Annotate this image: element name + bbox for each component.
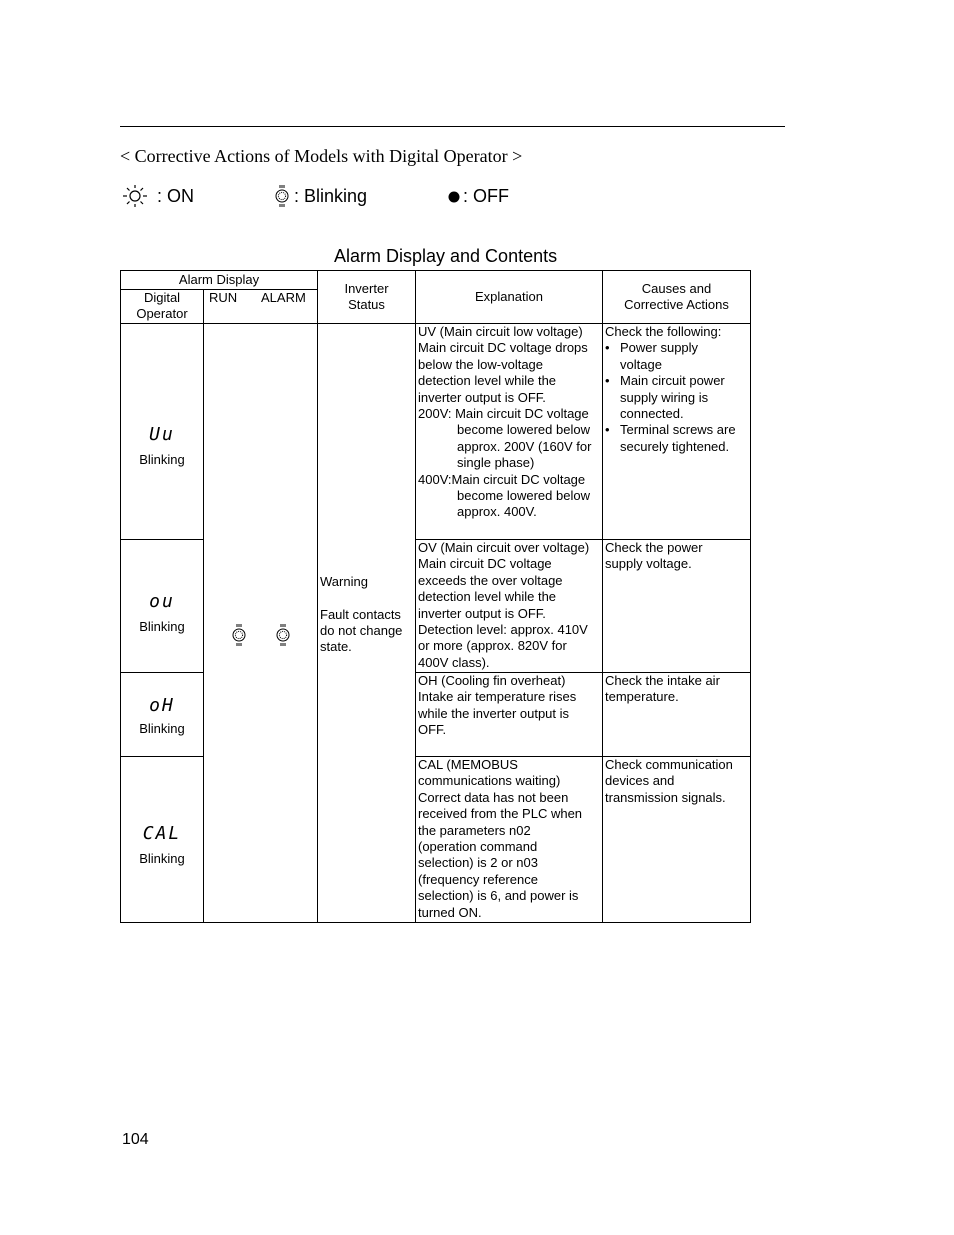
causes-bullet xyxy=(605,373,748,389)
causes-cell xyxy=(603,757,751,923)
causes-cell xyxy=(603,673,751,757)
alarm-header: ALARM xyxy=(261,290,306,305)
explanation-line: CAL (MEMOBUS xyxy=(418,757,518,772)
explanation-line: Intake air temperature rises xyxy=(418,689,577,705)
legend-blinking-label: : Blinking xyxy=(294,185,368,206)
explanation-line: Main circuit DC voltage xyxy=(418,556,552,572)
explanation-line: approx. 200V (160V for xyxy=(457,438,592,454)
explanation-line: detection level while the xyxy=(418,373,557,389)
operator-cell xyxy=(121,673,204,757)
causes-line: Power supply xyxy=(620,340,699,356)
explanation-cell xyxy=(416,673,603,757)
explanation-cell xyxy=(416,540,603,673)
causes-line: connected. xyxy=(620,406,684,422)
causes-bullet xyxy=(605,422,748,438)
explanation-line: 400V:Main circuit DC voltage xyxy=(418,471,586,487)
off-dot-icon xyxy=(447,184,461,208)
explanation-cell xyxy=(416,324,603,540)
explanation-line: inverter output is OFF. xyxy=(418,605,546,621)
display-code: Uu xyxy=(149,424,175,446)
page-number: 104 xyxy=(122,1131,149,1148)
run-blinking-icon xyxy=(231,623,247,647)
causes-line: Check the intake air xyxy=(605,673,720,688)
causes-line: securely tightened. xyxy=(620,438,730,454)
section-heading: < Corrective Actions of Models with Digital Operator > xyxy=(120,146,523,166)
explanation-line: Main circuit DC voltage drops xyxy=(418,340,588,356)
causes-line: supply voltage. xyxy=(605,556,692,572)
status-fault-contacts xyxy=(320,607,413,656)
causes-line: voltage xyxy=(620,356,662,372)
explanation-line: the parameters n02 xyxy=(418,822,531,838)
digital-operator-header xyxy=(121,290,204,324)
display-state: Blinking xyxy=(139,452,185,468)
causes-cell xyxy=(603,540,751,673)
status-line: Fault contacts xyxy=(320,606,401,622)
explanation-line: OV (Main circuit over voltage) xyxy=(418,540,590,555)
causes-header-line: Causes and xyxy=(641,280,712,296)
explanation-header: Explanation xyxy=(416,271,603,324)
explanation-line: selection) is 6, and power is xyxy=(418,888,579,904)
causes-line: Check communication xyxy=(605,757,733,772)
explanation-line: become lowered below xyxy=(457,422,590,438)
status-line: state. xyxy=(320,639,352,655)
causes-line: Main circuit power xyxy=(620,373,725,389)
explanation-line: become lowered below xyxy=(457,488,590,504)
explanation-line: turned ON. xyxy=(418,904,482,920)
causes-line: supply wiring is xyxy=(620,389,709,405)
run-alarm-header xyxy=(204,290,318,324)
explanation-line: 400V class). xyxy=(418,654,490,670)
explanation-line: communications waiting) xyxy=(418,773,561,789)
operator-cell xyxy=(121,324,204,540)
explanation-line: or more (approx. 820V for xyxy=(418,638,567,654)
explanation-line: UV (Main circuit low voltage) xyxy=(418,324,583,339)
display-code: CAL xyxy=(142,823,182,845)
causes-line: devices and xyxy=(605,773,675,789)
bullet-mark: • xyxy=(605,422,610,438)
explanation-cell xyxy=(416,757,603,923)
operator-cell xyxy=(121,757,204,923)
explanation-line: Correct data has not been xyxy=(418,789,569,805)
blinking-led-icon xyxy=(274,184,290,208)
explanation-line: received from the PLC when xyxy=(418,806,583,822)
causes-line: temperature. xyxy=(605,689,679,705)
status-warning: Warning xyxy=(320,574,368,590)
operator-cell xyxy=(121,540,204,673)
sun-on-icon xyxy=(122,184,148,208)
run-header: RUN xyxy=(209,290,238,305)
explanation-line: approx. 400V. xyxy=(457,504,537,520)
legend-off-label: : OFF xyxy=(463,185,509,206)
causes-line: Terminal screws are xyxy=(620,422,736,438)
explanation-line: (operation command xyxy=(418,839,538,855)
legend-on-label: : ON xyxy=(157,185,195,206)
explanation-line: while the inverter output is xyxy=(418,705,570,721)
explanation-line: OH (Cooling fin overheat) xyxy=(418,673,566,688)
bullet-mark: • xyxy=(605,373,610,389)
explanation-line: Detection level: approx. 410V xyxy=(418,622,588,638)
causes-header xyxy=(603,271,751,324)
digital-operator-header-line: Operator xyxy=(136,306,188,322)
explanation-line: 200V: Main circuit DC voltage xyxy=(418,406,589,422)
causes-line: Check the following: xyxy=(605,324,722,339)
causes-header-line: Corrective Actions xyxy=(624,297,729,312)
display-code: oH xyxy=(149,695,175,717)
inverter-status-header-line: Status xyxy=(348,297,385,312)
display-state: Blinking xyxy=(139,851,185,867)
status-line: do not change xyxy=(320,623,403,638)
digital-operator-header-line: Digital xyxy=(143,290,181,305)
explanation-line: single phase) xyxy=(457,455,535,471)
explanation-line: (frequency reference xyxy=(418,871,538,887)
bullet-mark: • xyxy=(605,340,610,356)
causes-bullet xyxy=(605,340,748,356)
explanation-line: below the low-voltage xyxy=(418,356,544,372)
display-state: Blinking xyxy=(139,618,185,634)
explanation-line: selection) is 2 or n03 xyxy=(418,855,538,871)
run-alarm-cell xyxy=(204,324,318,923)
causes-cell xyxy=(603,324,751,540)
alarm-display-header: Alarm Display xyxy=(121,271,318,290)
inverter-status-header xyxy=(318,271,416,324)
explanation-line: OFF. xyxy=(418,722,447,738)
inverter-status-cell xyxy=(318,324,416,923)
table-row-uv xyxy=(121,324,751,540)
causes-line: transmission signals. xyxy=(605,789,726,805)
explanation-line: exceeds the over voltage xyxy=(418,572,563,588)
causes-line: Check the power xyxy=(605,540,703,555)
explanation-line: detection level while the xyxy=(418,589,557,605)
inverter-status-header-line: Inverter xyxy=(344,280,389,296)
legend-blinking xyxy=(274,184,367,208)
header-rule xyxy=(120,126,785,127)
explanation-line: inverter output is OFF. xyxy=(418,389,546,405)
legend-on xyxy=(122,184,194,208)
alarm-blinking-icon xyxy=(275,623,291,647)
display-state: Blinking xyxy=(139,721,185,737)
alarm-table xyxy=(120,270,751,923)
legend-off xyxy=(447,184,509,208)
table-title: Alarm Display and Contents xyxy=(334,246,558,266)
header-row-1 xyxy=(121,271,751,290)
display-code: ou xyxy=(149,590,175,612)
